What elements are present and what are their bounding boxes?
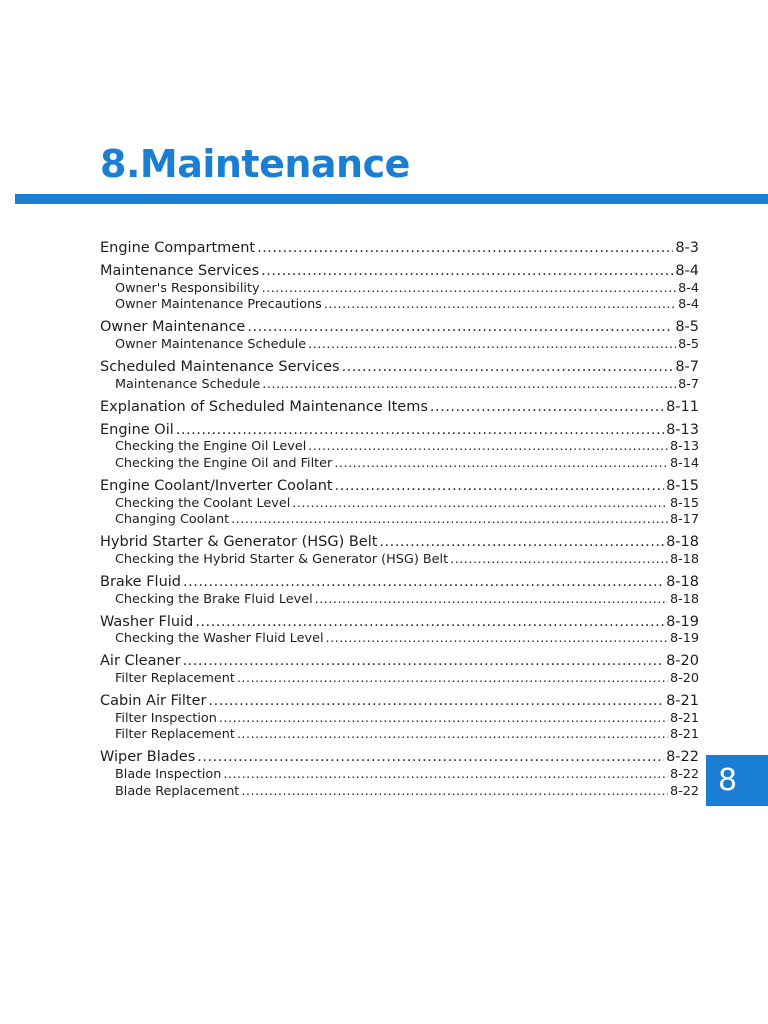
toc-entry-title: Owner's Responsibility — [115, 280, 260, 296]
toc-entry-page: 8-19 — [666, 613, 699, 630]
toc-subsection-entry[interactable] — [100, 767, 699, 784]
toc-dot-leader — [241, 784, 668, 801]
toc-entry-title: Air Cleaner — [100, 653, 181, 670]
toc-entry-page: 8-5 — [678, 336, 699, 352]
toc-dot-leader — [219, 711, 668, 728]
toc-entry-page: 8-18 — [669, 591, 699, 607]
toc-entry-title: Hybrid Starter & Generator (HSG) Belt — [100, 534, 378, 551]
toc-dot-leader — [430, 399, 664, 417]
toc-entry-title: Cabin Air Filter — [100, 693, 207, 710]
toc-subsection-entry[interactable] — [100, 711, 699, 728]
toc-entry-title: Filter Replacement — [115, 727, 235, 743]
toc-section-entry[interactable] — [100, 399, 699, 417]
toc-dot-leader — [197, 749, 664, 767]
toc-entry-title: Owner Maintenance Precautions — [115, 297, 322, 313]
toc-entry-title: Filter Inspection — [115, 710, 217, 726]
toc-subsection-entry[interactable] — [100, 377, 699, 394]
toc-entry-title: Washer Fluid — [100, 613, 194, 630]
toc-dot-leader — [208, 693, 664, 711]
toc-section-entry[interactable] — [100, 263, 699, 281]
toc-entry-title: Engine Coolant/Inverter Coolant — [100, 478, 333, 495]
toc-entry-title: Changing Coolant — [115, 512, 230, 528]
toc-dot-leader — [335, 478, 664, 496]
toc-dot-leader — [334, 456, 668, 473]
toc-entry-title: Maintenance Schedule — [115, 376, 261, 392]
toc-entry-page: 8-13 — [669, 439, 699, 455]
toc-subsection-entry[interactable] — [100, 297, 699, 314]
toc-entry-title: Maintenance Services — [100, 262, 260, 279]
toc-subsection-entry[interactable] — [100, 592, 699, 609]
toc-entry-title: Filter Replacement — [115, 671, 235, 686]
toc-dot-leader — [308, 439, 668, 456]
toc-entry-page: 8-15 — [666, 478, 699, 495]
toc-entry-title: Checking the Brake Fluid Level — [115, 591, 313, 607]
toc-dot-leader — [292, 496, 668, 513]
toc-subsection-entry[interactable] — [100, 552, 699, 569]
toc-section-entry[interactable] — [100, 478, 699, 496]
table-of-contents — [100, 240, 699, 800]
toc-entry-page: 8-19 — [669, 631, 699, 647]
toc-entry-title: Engine Compartment — [100, 240, 256, 256]
toc-entry-page: 8-21 — [666, 693, 699, 710]
toc-entry-page: 8-20 — [669, 671, 699, 686]
toc-subsection-entry[interactable] — [100, 496, 699, 513]
toc-subsection-entry[interactable] — [100, 337, 699, 354]
toc-entry-page: 8-21 — [669, 710, 699, 726]
toc-entry-page: 8-4 — [678, 280, 699, 296]
toc-dot-leader — [195, 614, 664, 632]
toc-entry-page: 8-5 — [675, 319, 699, 336]
toc-entry-page: 8-7 — [675, 359, 699, 376]
toc-subsection-entry[interactable] — [100, 456, 699, 473]
toc-dot-leader — [231, 512, 668, 529]
toc-entry-title: Explanation of Scheduled Maintenance Items — [100, 398, 428, 415]
toc-subsection-entry[interactable] — [100, 784, 699, 801]
toc-entry-page: 8-18 — [666, 534, 699, 551]
toc-entry-page: 8-22 — [669, 783, 699, 799]
toc-dot-leader — [183, 653, 665, 671]
toc-entry-page: 8-18 — [666, 574, 699, 591]
toc-entry-title: Owner Maintenance — [100, 319, 246, 336]
toc-subsection-entry[interactable] — [100, 631, 699, 648]
toc-dot-leader — [450, 552, 668, 569]
toc-entry-page: 8-14 — [669, 455, 699, 471]
toc-entry-title: Blade Replacement — [115, 783, 240, 799]
toc-dot-leader — [379, 534, 664, 552]
toc-section-entry[interactable] — [100, 240, 699, 258]
toc-entry-page: 8-7 — [678, 376, 699, 392]
toc-entry-page: 8-3 — [675, 240, 699, 256]
toc-entry-title: Checking the Coolant Level — [115, 495, 291, 511]
toc-dot-leader — [262, 377, 676, 394]
toc-entry-page: 8-20 — [666, 653, 699, 670]
toc-entry-page: 8-11 — [666, 398, 699, 415]
toc-section-entry[interactable] — [100, 359, 699, 377]
toc-dot-leader — [257, 240, 673, 258]
toc-dot-leader — [223, 767, 668, 784]
toc-subsection-entry[interactable] — [100, 439, 699, 456]
toc-entry-title: Blade Inspection — [115, 767, 222, 783]
toc-entry-title: Checking the Hybrid Starter & Generator (HSG) Belt — [115, 551, 449, 567]
toc-entry-title: Checking the Washer Fluid Level — [115, 631, 324, 647]
toc-section-entry[interactable] — [100, 534, 699, 552]
title-divider — [15, 194, 768, 204]
toc-dot-leader — [261, 263, 673, 281]
toc-entry-page: 8-22 — [669, 767, 699, 783]
toc-entry-title: Engine Oil — [100, 421, 174, 438]
toc-entry-page: 8-18 — [669, 551, 699, 567]
toc-section-entry[interactable] — [100, 319, 699, 337]
toc-section-entry[interactable] — [100, 614, 699, 632]
toc-entry-page: 8-4 — [678, 297, 699, 313]
toc-subsection-entry[interactable] — [100, 671, 699, 688]
page-title: 8.Maintenance — [100, 142, 410, 186]
toc-entry-title: Checking the Engine Oil Level — [115, 439, 307, 455]
toc-entry-page: 8-17 — [669, 512, 699, 528]
toc-entry-page: 8-22 — [666, 749, 699, 766]
toc-entry-title: Scheduled Maintenance Services — [100, 359, 340, 376]
toc-entry-page: 8-21 — [669, 727, 699, 743]
toc-dot-leader — [324, 297, 676, 314]
toc-entry-title: Wiper Blades — [100, 749, 196, 766]
toc-entry-page: 8-15 — [669, 495, 699, 511]
toc-dot-leader — [342, 359, 674, 377]
chapter-tab[interactable]: 8 — [706, 755, 768, 806]
toc-dot-leader — [326, 631, 668, 648]
toc-dot-leader — [247, 319, 673, 337]
toc-section-entry[interactable] — [100, 749, 699, 767]
toc-dot-leader — [315, 592, 668, 609]
toc-subsection-entry[interactable] — [100, 281, 699, 298]
toc-subsection-entry[interactable] — [100, 727, 699, 744]
toc-entry-title: Brake Fluid — [100, 574, 181, 591]
toc-entry-title: Owner Maintenance Schedule — [115, 336, 307, 352]
toc-entry-title: Checking the Engine Oil and Filter — [115, 455, 333, 471]
toc-section-entry[interactable] — [100, 693, 699, 711]
toc-dot-leader — [183, 574, 664, 592]
toc-section-entry[interactable] — [100, 574, 699, 592]
toc-dot-leader — [237, 671, 668, 688]
toc-subsection-entry[interactable] — [100, 512, 699, 529]
toc-section-entry[interactable] — [100, 653, 699, 671]
toc-entry-page: 8-4 — [675, 262, 699, 279]
toc-entry-page: 8-13 — [666, 421, 699, 438]
toc-dot-leader — [308, 337, 676, 354]
toc-dot-leader — [262, 281, 677, 298]
toc-dot-leader — [237, 727, 668, 744]
toc-section-entry[interactable] — [100, 422, 699, 440]
toc-dot-leader — [176, 422, 664, 440]
